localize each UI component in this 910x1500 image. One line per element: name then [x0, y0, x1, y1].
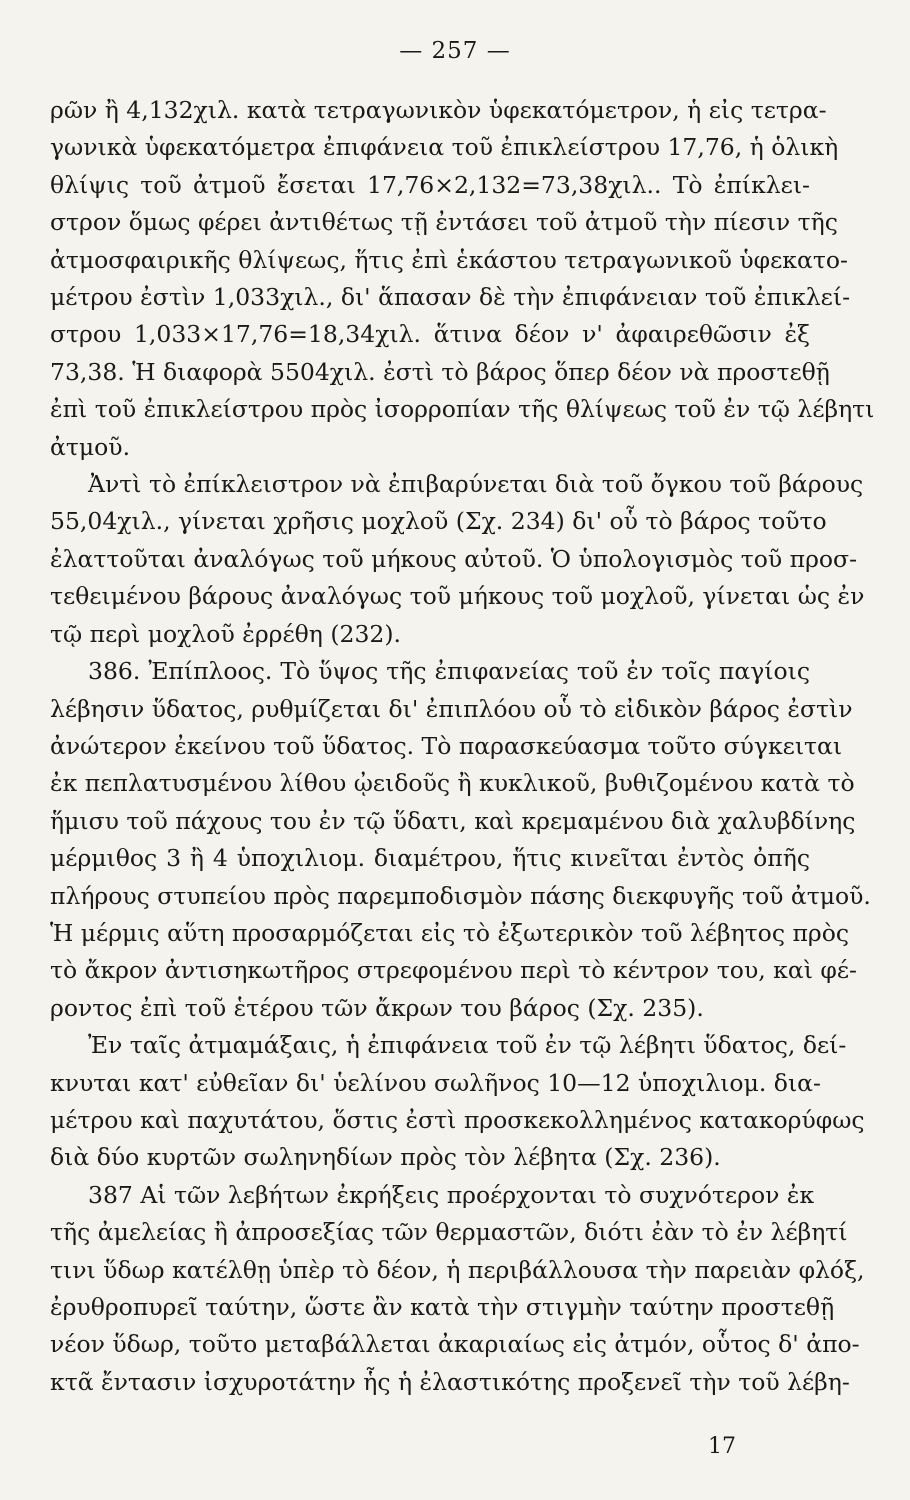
text-line: θλίψις τοῦ ἀτμοῦ ἔσεται 17,76×2,132=73,38χιλ.. Τὸ ἐπίκλει-: [50, 170, 810, 199]
text-line: τὸ ἄκρον ἀντισηκωτῆρος στρεφομένου περὶ τὸ κέντρον του, καὶ φέ-: [50, 956, 857, 985]
text-line: ἐπὶ τοῦ ἐπικλείστρου πρὸς ἰσορροπίαν τῆς θλίψεως τοῦ ἐν τῷ λέβητι: [50, 395, 875, 424]
text-line: 387 Αἱ τῶν λεβήτων ἐκρήξεις προέρχονται τὸ συχνότερον ἐκ: [88, 1180, 815, 1209]
text-line: ροντος ἐπὶ τοῦ ἑτέρου τῶν ἄκρων του βάρος (Σχ. 235).: [50, 993, 704, 1022]
text-line: Ἡ μέρμις αὕτη προσαρμόζεται εἰς τὸ ἐξωτερικὸν τοῦ λέβητος πρὸς: [50, 918, 850, 947]
text-line: τῆς ἀμελείας ἢ ἀπροσεξίας τῶν θερμαστῶν, διότι ἐὰν τὸ ἐν λέβητί: [50, 1218, 848, 1247]
text-line: διὰ δύο κυρτῶν σωληνηδίων πρὸς τὸν λέβητα (Σχ. 236).: [50, 1143, 721, 1172]
text-line: ἐλαττοῦται ἀναλόγως τοῦ μήκους αὐτοῦ. Ὁ ὑπολογισμὸς τοῦ προσ-: [50, 544, 858, 573]
text-line: ἀτμοῦ.: [50, 432, 131, 461]
text-line: ἥμισυ τοῦ πάχους του ἐν τῷ ὕδατι, καὶ κρεμαμένου διὰ χαλυβδίνης: [50, 806, 856, 835]
text-line: κνυται κατ' εὐθεῖαν δι' ὑελίνου σωλῆνος 10—12 ὑποχιλιομ. δια-: [50, 1068, 821, 1097]
text-line: 55,04χιλ., γίνεται χρῆσις μοχλοῦ (Σχ. 234) δι' οὗ τὸ βάρος τοῦτο: [50, 507, 827, 536]
text-line: μέτρου καὶ παχυτάτου, ὅστις ἐστὶ προσκεκολλημένος κατακορύφως: [50, 1105, 865, 1134]
text-line: νέον ὕδωρ, τοῦτο μεταβάλλεται ἀκαριαίως εἰς ἀτμόν, οὗτος δ' ἀπο-: [50, 1330, 860, 1359]
text-line: στρον ὅμως φέρει ἀντιθέτως τῇ ἐντάσει τοῦ ἀτμοῦ τὴν πίεσιν τῆς: [50, 208, 838, 237]
text-line: γωνικὰ ὑφεκατόμετρα ἐπιφάνεια τοῦ ἐπικλείστρου 17,76, ἡ ὁλικὴ: [50, 133, 839, 162]
page-number: — 257 —: [399, 38, 511, 64]
text-line: λέβησιν ὕδατος, ρυθμίζεται δι' ἐπιπλόου οὗ τὸ εἰδικὸν βάρος ἐστὶν: [50, 694, 853, 723]
text-line: 73,38. Ἡ διαφορὰ 5504χιλ. ἐστὶ τὸ βάρος ὅπερ δέον νὰ προστεθῇ: [50, 357, 830, 386]
text-line: Ἀντὶ τὸ ἐπίκλειστρον νὰ ἐπιβαρύνεται διὰ τοῦ ὄγκου τοῦ βάρους: [88, 470, 864, 499]
text-line: ρῶν ἢ 4,132χιλ. κατὰ τετραγωνικὸν ὑφεκατόμετρον, ἡ εἰς τετρα-: [50, 96, 827, 124]
body-text: [50, 92, 875, 1401]
text-line: ἀτμοσφαιρικῆς θλίψεως, ἥτις ἐπὶ ἑκάστου τετραγωνικοῦ ὑφεκατο-: [50, 245, 848, 274]
text-line: τῷ περὶ μοχλοῦ ἐρρέθη (232).: [50, 619, 401, 648]
text-line: ἀνώτερον ἐκείνου τοῦ ὕδατος. Τὸ παρασκεύασμα τοῦτο σύγκειται: [50, 731, 843, 760]
text-line: Ἐν ταῖς ἀτμαμάξαις, ἡ ἐπιφάνεια τοῦ ἐν τῷ λέβητι ὕδατος, δεί-: [88, 1031, 847, 1060]
text-line: ἐρυθροπυρεῖ ταύτην, ὥστε ἂν κατὰ τὴν στιγμὴν ταύτην προστεθῇ: [50, 1293, 835, 1321]
text-line: 386. Ἐπίπλοος. Τὸ ὕψος τῆς ἐπιφανείας τοῦ ἐν τοῖς παγίοις: [88, 657, 810, 686]
text-line: κτᾶ ἔντασιν ἰσχυροτάτην ἧς ἡ ἐλαστικότης προξενεῖ τὴν τοῦ λέβη-: [50, 1367, 850, 1396]
text-line: τεθειμένου βάρους ἀναλόγως τοῦ μήκους τοῦ μοχλοῦ, γίνεται ὡς ἐν: [50, 582, 865, 611]
signature-mark: 17: [708, 1434, 736, 1459]
text-line: τινι ὕδωρ κατέλθῃ ὑπὲρ τὸ δέον, ἡ περιβάλλουσα τὴν παρειὰν φλόξ,: [50, 1255, 865, 1284]
text-line: ἐκ πεπλατυσμένου λίθου ᾠειδοῦς ἢ κυκλικοῦ, βυθιζομένου κατὰ τὸ: [50, 769, 855, 798]
text-line: στρου 1,033×17,76=18,34χιλ. ἅτινα δέον ν' ἀφαιρεθῶσιν ἐξ: [50, 320, 810, 349]
text-line: μέτρου ἐστὶν 1,033χιλ., δι' ἅπασαν δὲ τὴν ἐπιφάνειαν τοῦ ἐπικλεί-: [50, 283, 851, 312]
text-line: μέρμιθος 3 ἢ 4 ὑποχιλιομ. διαμέτρου, ἥτις κινεῖται ἐντὸς ὀπῆς: [50, 844, 810, 873]
text-line: πλήρους στυπείου πρὸς παρεμποδισμὸν πάσης διεκφυγῆς τοῦ ἀτμοῦ.: [50, 881, 871, 910]
